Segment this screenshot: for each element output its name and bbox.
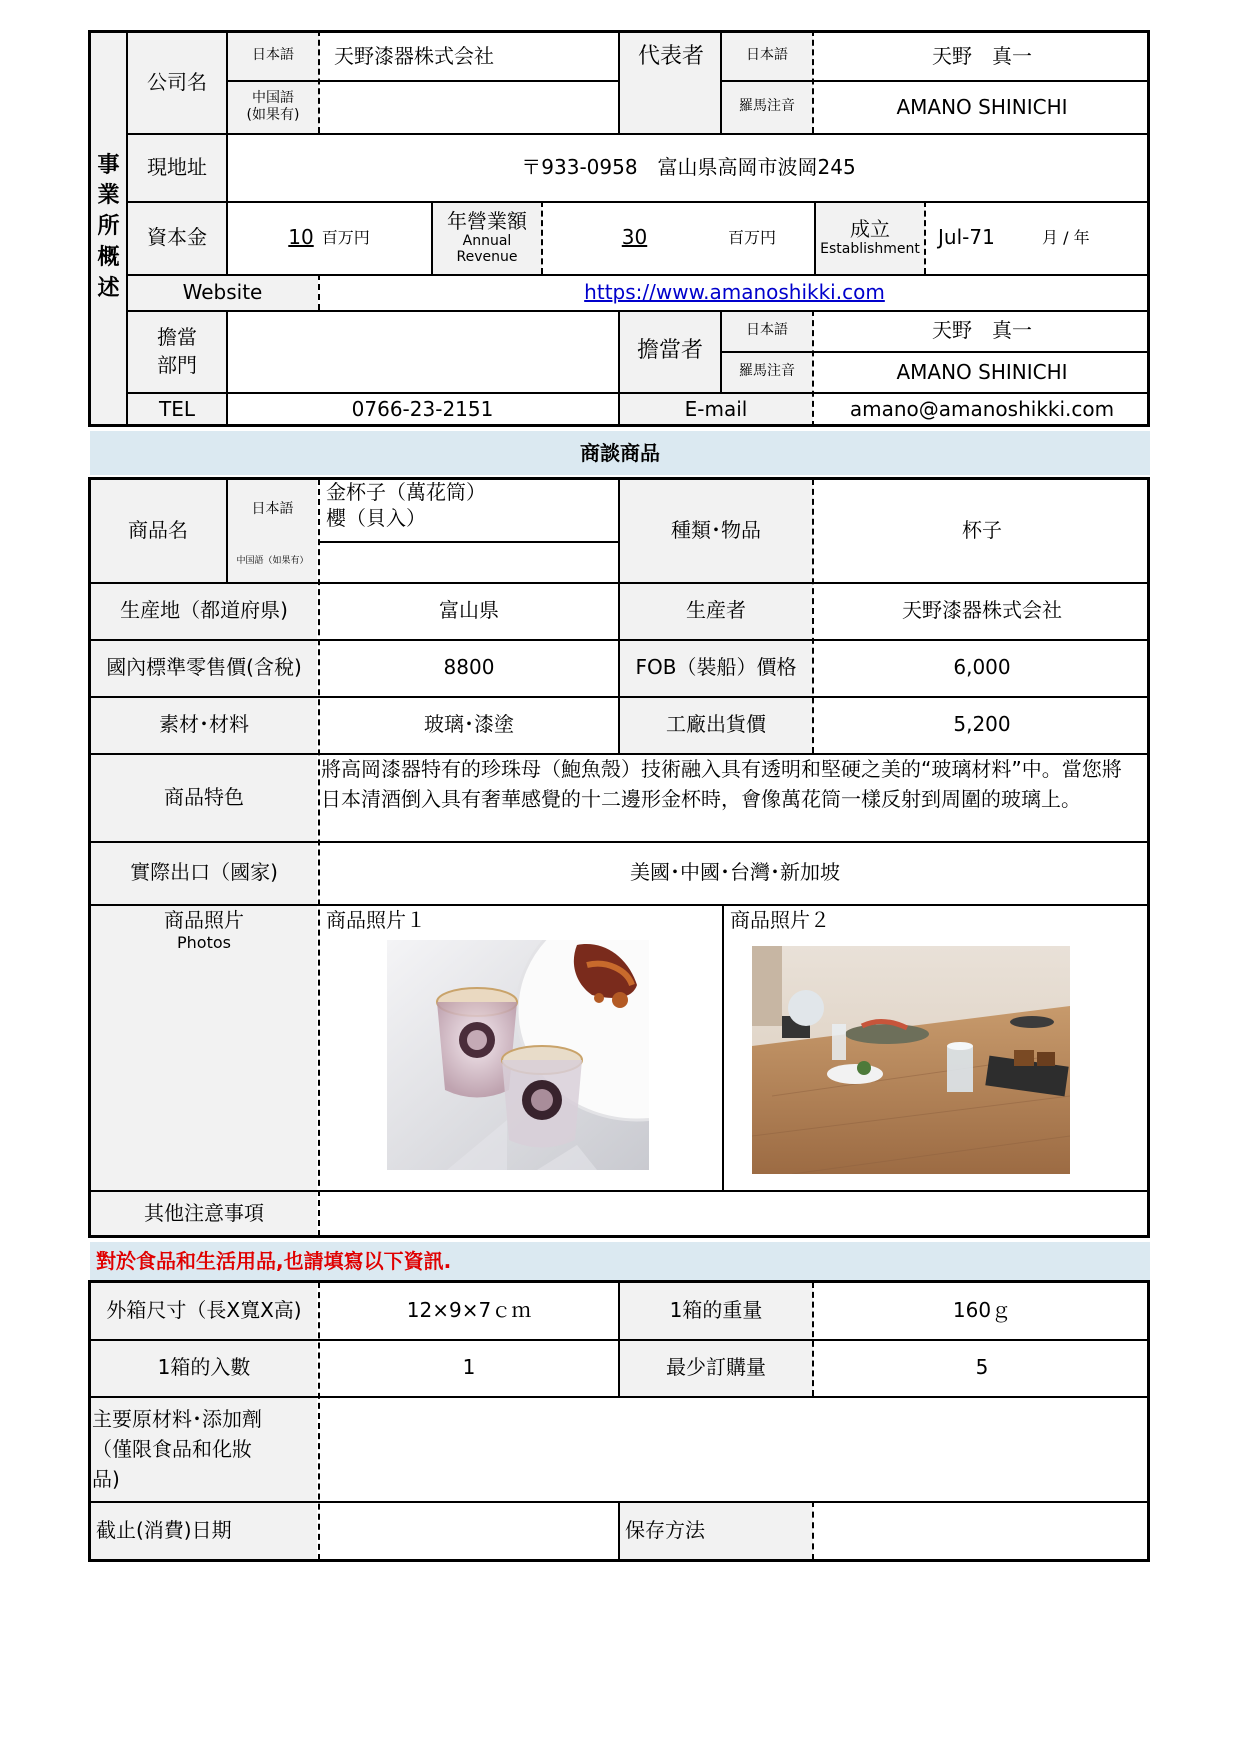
photo2-label: 商品照片２ (730, 907, 830, 932)
email-label: E-mail (684, 397, 748, 421)
retail-price-label: 國內標準零售價(含稅) (106, 655, 302, 679)
lang-jp-label: 日本語 (252, 47, 294, 64)
website-link[interactable]: https://www.amanoshikki.com (584, 279, 885, 304)
storage-value[interactable] (814, 1501, 1150, 1560)
qty-label: 1箱的入數 (157, 1355, 251, 1379)
ingredients-value[interactable] (320, 1396, 1150, 1501)
section-side-label (90, 140, 127, 315)
photo1-label: 商品照片１ (326, 907, 426, 932)
address-label: 現地址 (147, 154, 207, 179)
producer-label: 生産者 (686, 598, 746, 622)
capital-unit: 百万円 (321, 227, 370, 247)
rep-name-jp[interactable]: 天野 真一 (932, 43, 1032, 68)
ingredients-label-line1: 主要原材料･添加劑 (92, 1406, 262, 1431)
category-value[interactable]: 杯子 (962, 518, 1002, 542)
capital-label: 資本金 (147, 225, 207, 249)
notes-value[interactable] (320, 1190, 1150, 1236)
product-lang-jp-label: 日本語 (251, 501, 294, 518)
contact-name-romaji[interactable]: AMANO SHINICHI (896, 359, 1068, 384)
line (618, 30, 620, 133)
retail-price-value[interactable]: 8800 (443, 655, 495, 679)
revenue-unit: 百万円 (728, 227, 777, 247)
expiry-label: 截止(消費)日期 (96, 1518, 232, 1542)
product-photo-1[interactable] (387, 940, 649, 1170)
rep-label: 代表者 (637, 44, 704, 70)
company-name-cn[interactable] (328, 82, 618, 132)
contact-label: 擔當者 (636, 338, 703, 364)
photo-1-illustration (387, 940, 649, 1170)
company-name-jp[interactable]: 天野漆器株式会社 (334, 43, 494, 68)
revenue-label (432, 201, 542, 274)
origin-value[interactable]: 富山県 (439, 598, 499, 622)
line (722, 904, 724, 1190)
lang-cn-label (227, 81, 319, 133)
tel-label: TEL (159, 397, 195, 421)
capital-cell[interactable] (227, 201, 431, 274)
product-name-line1: 金杯子（萬花筒） (326, 480, 486, 504)
dept-label (127, 310, 227, 392)
photo-2-illustration (752, 946, 1070, 1174)
lang-cn-note: (如果有) (246, 107, 300, 123)
photos-label (90, 908, 318, 960)
fob-label: FOB（裝船）價格 (635, 655, 797, 679)
qty-value[interactable]: 1 (462, 1355, 476, 1379)
product-photo-2[interactable] (752, 946, 1070, 1174)
ingredients-label-line3: 品) (92, 1466, 120, 1491)
revenue-label-en2: Revenue (456, 249, 518, 265)
factory-price-label: 工廠出貨價 (666, 712, 766, 736)
box-size-label: 外箱尺寸（長X寬X高) (106, 1298, 302, 1322)
moq-value[interactable]: 5 (975, 1355, 989, 1379)
tel-value[interactable]: 0766-23-2151 (351, 397, 494, 421)
export-value[interactable]: 美國･中國･台灣･新加坡 (630, 860, 840, 884)
ingredients-label-line2: （僅限食品和化妝 (92, 1436, 252, 1461)
moq-label: 最少訂購量 (666, 1355, 766, 1379)
contact-name-jp[interactable]: 天野 真一 (932, 318, 1032, 342)
dept-label-line2: 部門 (157, 353, 197, 377)
features-label: 商品特色 (164, 784, 244, 809)
notes-label: 其他注意事項 (144, 1200, 264, 1225)
side-char: 事 (97, 152, 120, 178)
product-name-jp[interactable] (320, 479, 618, 541)
product-band-title: 商談商品 (580, 440, 660, 465)
photos-label-text: 商品照片 (164, 908, 244, 932)
product-name-line2: 櫻（貝入） (326, 506, 426, 530)
material-label: 素材･材料 (159, 712, 249, 736)
rep-romaji-label: 羅馬注音 (739, 98, 795, 115)
features-text[interactable]: 將高岡漆器特有的珍珠母（鮑魚殼）技術融入具有透明和堅硬之美的“玻璃材料”中。當您將日本清酒倒入具有奢華感覺的十二邊形金杯時，會像萬花筒一樣反射到周圍的玻璃上。 (321, 757, 1122, 811)
website-label: Website (182, 279, 263, 304)
rep-lang-jp-label: 日本語 (746, 47, 788, 64)
origin-label: 生産地（都道府県) (120, 598, 288, 622)
month-year-unit: 月 / 年 (1042, 227, 1090, 247)
dept-label-line1: 擔當 (157, 325, 197, 349)
company-name-label: 公司名 (147, 70, 207, 94)
storage-label: 保存方法 (625, 1518, 705, 1542)
capital-value: 10 (288, 225, 314, 249)
product-name-cn[interactable] (320, 542, 618, 582)
food-notice-text: 對於食品和生活用品,也請填寫以下資訊. (96, 1248, 452, 1273)
box-size-value[interactable]: 12×9×7ｃｍ (406, 1298, 532, 1322)
established-value[interactable]: Jul-71 (938, 225, 995, 249)
ingredients-label (92, 1398, 318, 1499)
website-cell (319, 274, 1150, 310)
fob-value[interactable]: 6,000 (953, 655, 1011, 679)
revenue-label-text: 年營業額 (447, 208, 527, 233)
address-value[interactable]: 〒933-0958 富山県高岡市波岡245 (521, 154, 856, 179)
side-char: 述 (97, 275, 120, 301)
export-label: 實際出口（國家) (130, 860, 278, 884)
producer-value[interactable]: 天野漆器株式会社 (902, 598, 1062, 622)
product-name-label: 商品名 (128, 518, 188, 542)
side-char: 所 (97, 214, 120, 240)
established-label (815, 201, 925, 274)
revenue-label-en1: Annual (462, 232, 512, 249)
expiry-value[interactable] (320, 1501, 618, 1560)
contact-lang-jp-label: 日本語 (746, 321, 788, 338)
category-label: 種類･物品 (671, 518, 761, 542)
dept-value[interactable] (227, 310, 618, 392)
photos-label-en: Photos (177, 933, 231, 952)
email-value[interactable]: amano@amanoshikki.com (849, 397, 1115, 421)
material-value[interactable]: 玻璃･漆塗 (424, 712, 514, 736)
side-char: 概 (97, 244, 120, 270)
contact-romaji-label: 羅馬注音 (739, 363, 795, 380)
factory-price-value[interactable]: 5,200 (953, 712, 1011, 736)
established-label-text: 成立 (850, 217, 890, 242)
established-label-en: Establishment (820, 241, 920, 258)
weight-value[interactable]: 160ｇ (952, 1298, 1012, 1322)
lang-cn-text: 中国語 (252, 89, 294, 106)
side-char: 業 (97, 183, 120, 209)
revenue-value[interactable]: 30 (621, 225, 648, 249)
rep-name-romaji[interactable]: AMANO SHINICHI (896, 94, 1068, 119)
weight-label: 1箱的重量 (669, 1298, 763, 1322)
product-lang-cn-label: 中国語（如果有） (236, 556, 309, 567)
